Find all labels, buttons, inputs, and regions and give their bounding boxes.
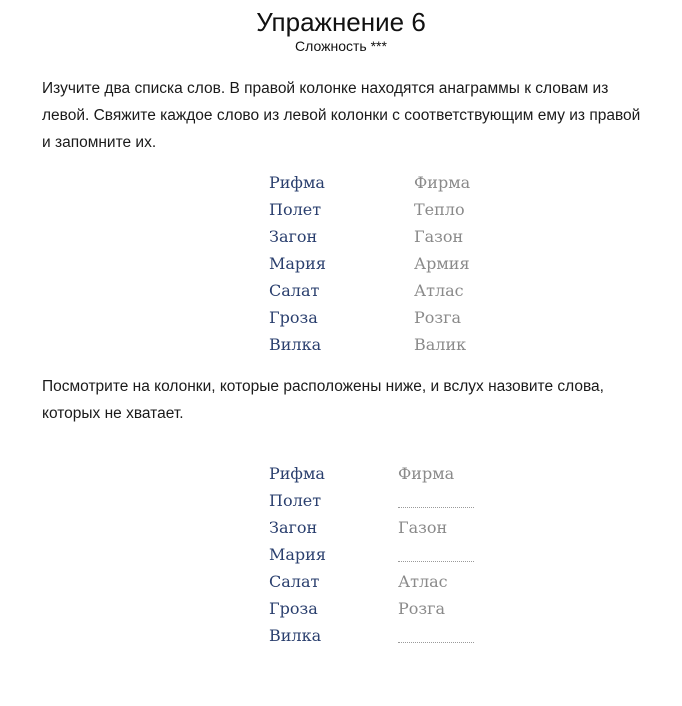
missing-word-blank <box>398 561 474 562</box>
test-left-word: Полет <box>269 491 322 510</box>
test-left-word: Салат <box>269 572 320 591</box>
missing-word-blank <box>398 507 474 508</box>
study-left-word: Вилка <box>269 335 322 354</box>
study-left-word: Гроза <box>269 308 318 327</box>
difficulty-label: Сложность *** <box>295 38 387 54</box>
study-right-word: Розга <box>414 308 462 327</box>
test-left-word: Загон <box>269 518 318 537</box>
test-right-word: Розга <box>398 599 446 618</box>
study-right-word: Атлас <box>414 281 464 300</box>
missing-word-blank <box>398 642 474 643</box>
test-left-word: Рифма <box>269 464 325 483</box>
test-left-word: Вилка <box>269 626 322 645</box>
study-left-word: Мария <box>269 254 326 273</box>
study-right-word: Фирма <box>414 173 471 192</box>
study-right-word: Валик <box>414 335 467 354</box>
test-right-word: Фирма <box>398 464 455 483</box>
study-left-word: Салат <box>269 281 320 300</box>
test-right-word: Газон <box>398 518 448 537</box>
study-left-word: Рифма <box>269 173 325 192</box>
page-title: Упражнение 6 <box>256 7 426 37</box>
study-right-word: Армия <box>414 254 470 273</box>
study-right-word: Тепло <box>414 200 465 219</box>
study-left-word: Загон <box>269 227 318 246</box>
test-left-word: Мария <box>269 545 326 564</box>
test-left-word: Гроза <box>269 599 318 618</box>
instruction-paragraph-1: Изучите два списка слов. В правой колонке находятся анаграммы к словам из левой. Свяжите каждое слово из левой колонки с соответствующим ему из правой и запомните их. <box>42 80 641 151</box>
test-right-word: Атлас <box>398 572 448 591</box>
study-left-word: Полет <box>269 200 322 219</box>
instruction-paragraph-2: Посмотрите на колонки, которые расположены ниже, и вслух назовите слова, которых не хватает. <box>42 378 604 422</box>
study-right-word: Газон <box>414 227 464 246</box>
